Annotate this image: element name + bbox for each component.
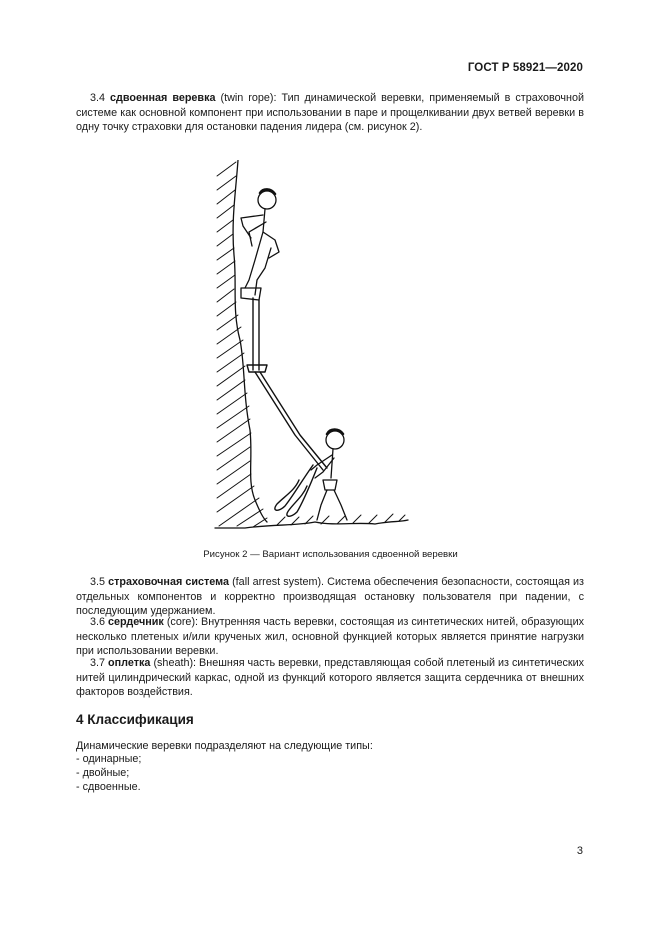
rock-wall-outline (233, 160, 267, 522)
belayer-climber (311, 430, 347, 521)
rope-type-list (76, 752, 141, 795)
definition-text: (fall arrest system). Система обеспечения безопасности, состоящая из отдельных компонентов и корректно производящая остановку пользователя при падении, с последующим удержанием. (76, 576, 584, 618)
section-heading: 4 Классификация (76, 712, 194, 727)
definition-number: 3.6 (90, 616, 106, 628)
figure-caption: Рисунок 2 — Вариант использования сдвоенной веревки (203, 549, 458, 560)
definition-3-7 (76, 656, 584, 700)
definition-3-6 (76, 615, 584, 659)
definition-number: 3.5 (90, 576, 106, 588)
definition-number: 3.4 (90, 92, 106, 104)
definition-3-4 (76, 91, 584, 135)
list-item: - одинарные; (76, 753, 142, 765)
definition-text: (twin rope): Тип динамической веревки, применяемый в страховочной системе как основной компонент при использовании в паре и прощелкивании двух ветвей веревки в одну точку страховки для остановки падения лидера (см. рисунок 2). (76, 92, 584, 134)
definition-3-5 (76, 575, 584, 619)
definition-text: (core): Внутренняя часть веревки, состоящая из синтетических нитей, образующих несколько плетеных и/или крученых жил, основной функцией которых является принятие нагрузки при использовании веревки. (76, 616, 584, 658)
definition-text: (sheath): Внешняя часть веревки, представляющая собой плетеный из синтетических нитей цилиндрический каркас, одной из функций которого является защита сердечника от внешних факторов воздействия. (76, 657, 585, 699)
definition-term: сердечник (108, 616, 164, 628)
definition-term: сдвоенная веревка (110, 92, 216, 104)
leader-climber (241, 189, 279, 300)
definition-term: страховочная система (108, 576, 229, 588)
classification-intro: Динамические веревки подразделяют на следующие типы: (76, 740, 373, 752)
definition-term: оплетка (108, 657, 151, 669)
climbing-illustration (205, 160, 420, 535)
list-item: - двойные; (76, 767, 130, 780)
standard-code: ГОСТ Р 58921—2020 (467, 62, 583, 74)
definition-number: 3.7 (90, 657, 106, 669)
list-item: - сдвоенные. (76, 781, 141, 794)
page-number: 3 (576, 845, 583, 857)
twin-rope (247, 298, 327, 516)
twin-rope-figure (205, 160, 420, 535)
